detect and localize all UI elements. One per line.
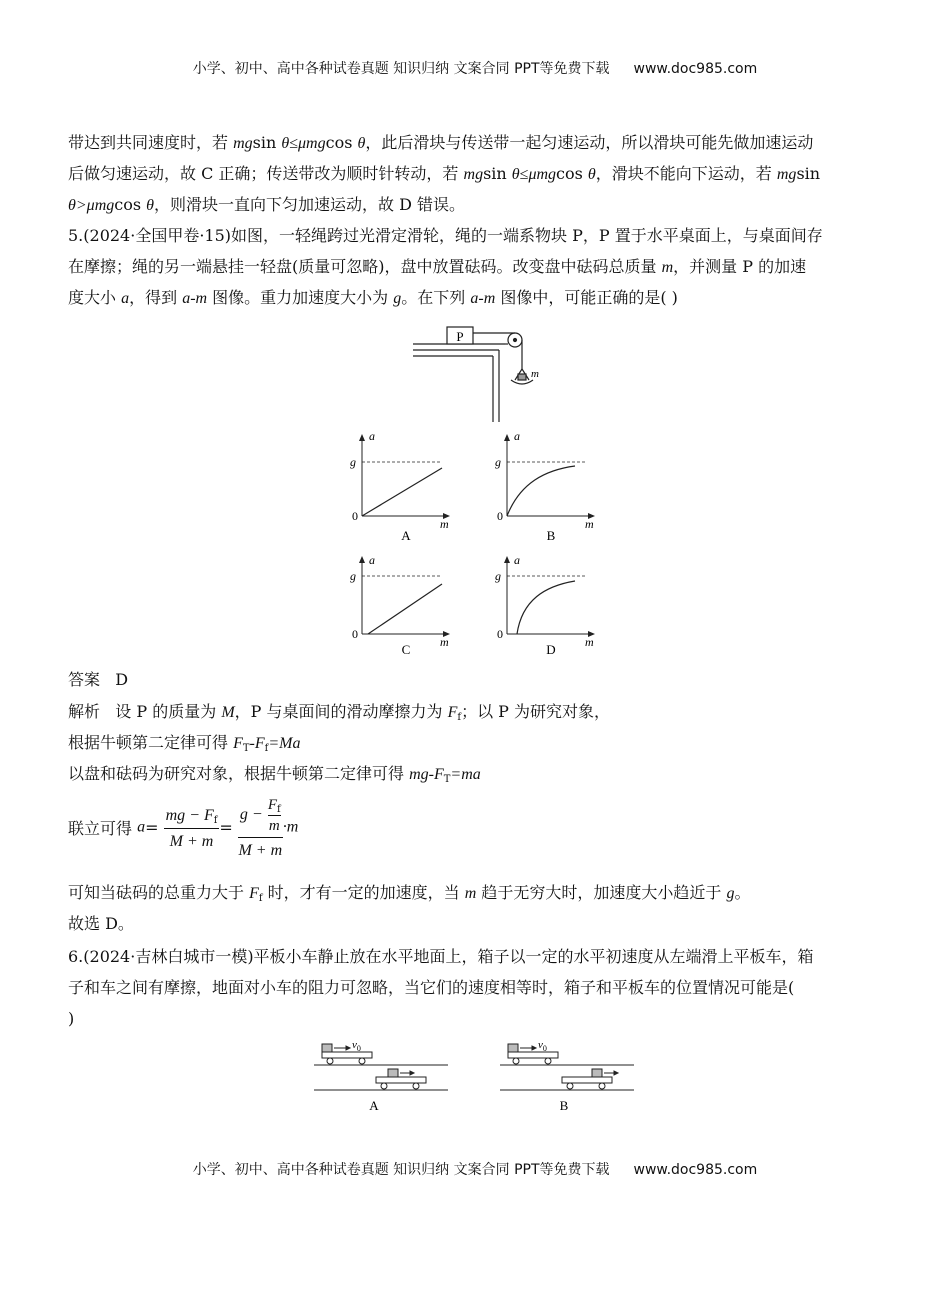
- graph-a: [350, 429, 450, 543]
- q6-figure-a-label: A: [369, 1098, 379, 1113]
- analysis-line-5: 可知当砝码的总重力大于 $F_f$ 时，才有一定的加速度，当 m 趋于无穷大时，加速度大小趋近于 g。: [68, 883, 751, 904]
- cont-line-3: θ>μmgcos θ，则滑块一直向下匀加速运动，故 D 错误。: [68, 195, 466, 214]
- svg-text:g: g: [495, 455, 501, 469]
- graph-c-label: C: [401, 642, 411, 657]
- svg-text:v0: $v_0$: [538, 1039, 547, 1053]
- q6-figure-b: [498, 1038, 638, 1116]
- formula-line: 联立可得 a= $\frac{mg - F_f}{M + m}$ = g − $\frac{F_f}{m}$ M + m ·m: [68, 797, 299, 859]
- formula-fraction-2: g − $\frac{F_f}{m}$ M + m: [238, 797, 283, 859]
- q5-line-3: 度大小 a，得到 a-m 图像。重力加速度大小为 g。在下列 a-m 图像中，可能正确的是( ): [68, 288, 678, 307]
- footer-site[interactable]: www.doc985.com: [633, 1162, 758, 1178]
- block-label: P: [456, 329, 464, 344]
- analysis-line-1: 解析 设 P 的质量为 M，P 与桌面间的滑动摩擦力为 $F_f$；以 P 为研究对象，: [68, 702, 611, 723]
- q6-figure-a: [312, 1038, 452, 1116]
- svg-text:m: m: [440, 635, 449, 649]
- answer-line: [68, 664, 880, 695]
- header-text: 小学、初中、高中各种试卷真题 知识归纳 文案合同 PPT等免费下载: [192, 61, 610, 77]
- answer-label: 答案: [68, 670, 101, 689]
- svg-text:0: 0: [497, 627, 503, 641]
- am-graphs: [340, 428, 620, 658]
- cont-line-1: 带达到共同速度时，若 mgsin θ≤μmgcos θ，此后滑块与传送带一起匀速运动，所以滑块可能先做加速运动: [68, 133, 814, 152]
- q5-line-1: 5.(2024·全国甲卷·15)如图，一轻绳跨过光滑定滑轮，绳的一端系物块 P，P 置于水平桌面上，与桌面间存: [68, 226, 823, 245]
- svg-text:m: m: [440, 517, 449, 531]
- svg-text:a: a: [514, 553, 520, 567]
- page-footer: [0, 1159, 950, 1179]
- header-site[interactable]: www.doc985.com: [633, 61, 758, 77]
- svg-text:g: g: [495, 569, 501, 583]
- graph-b: [495, 429, 595, 543]
- svg-text:a: a: [369, 429, 375, 443]
- graph-a-label: A: [401, 528, 411, 543]
- svg-text:g: g: [350, 569, 356, 583]
- footer-text: 小学、初中、高中各种试卷真题 知识归纳 文案合同 PPT等免费下载: [192, 1162, 610, 1178]
- svg-text:a: a: [514, 429, 520, 443]
- svg-text:m: m: [585, 635, 594, 649]
- cont-line-2: 后做匀速运动，故 C 正确；传送带改为顺时针转动，若 mgsin θ≤μmgcos θ，滑块不能向下运动，若 mgsin: [68, 164, 821, 183]
- analysis-line-3: 以盘和砝码为研究对象，根据牛顿第二定律可得 $mg-F_T=ma$: [68, 764, 481, 785]
- analysis-line-2: 根据牛顿第二定律可得 $F_T-F_f=Ma$: [68, 733, 301, 754]
- svg-text:m: m: [585, 517, 594, 531]
- graph-d-label: D: [546, 642, 556, 657]
- formula-fraction-1: $\frac{mg - F_f}{M + m}$: [165, 806, 218, 850]
- q5-line-2: 在摩擦；绳的另一端悬挂一轻盘(质量可忽略)，盘中放置砝码。改变盘中砝码总质量 m，并测量 P 的加速: [68, 257, 807, 276]
- page-header: [0, 58, 950, 78]
- analysis-line-6: 故选 D。: [68, 914, 134, 933]
- answer-value: D: [115, 670, 129, 689]
- svg-text:v0: $v_0$: [352, 1039, 361, 1053]
- pulley-apparatus-figure: [405, 322, 545, 424]
- q6-figure-b-label: B: [559, 1098, 569, 1113]
- q6-line-2: 子和车之间有摩擦，地面对小车的阻力可忽略，当它们的速度相等时，箱子和平板车的位置情况可能是(: [68, 978, 795, 997]
- q6-line-3: ): [68, 1009, 75, 1028]
- svg-text:0: 0: [497, 509, 503, 523]
- svg-text:0: 0: [352, 509, 358, 523]
- svg-text:g: g: [350, 455, 356, 469]
- svg-text:a: a: [369, 553, 375, 567]
- graph-b-label: B: [546, 528, 556, 543]
- mass-label: m: [531, 368, 539, 380]
- graph-d: [495, 553, 595, 657]
- graph-c: [350, 553, 450, 657]
- svg-text:0: 0: [352, 627, 358, 641]
- q6-line-1: 6.(2024·吉林白城市一模)平板小车静止放在水平地面上，箱子以一定的水平初速度从左端滑上平板车，箱: [68, 947, 814, 966]
